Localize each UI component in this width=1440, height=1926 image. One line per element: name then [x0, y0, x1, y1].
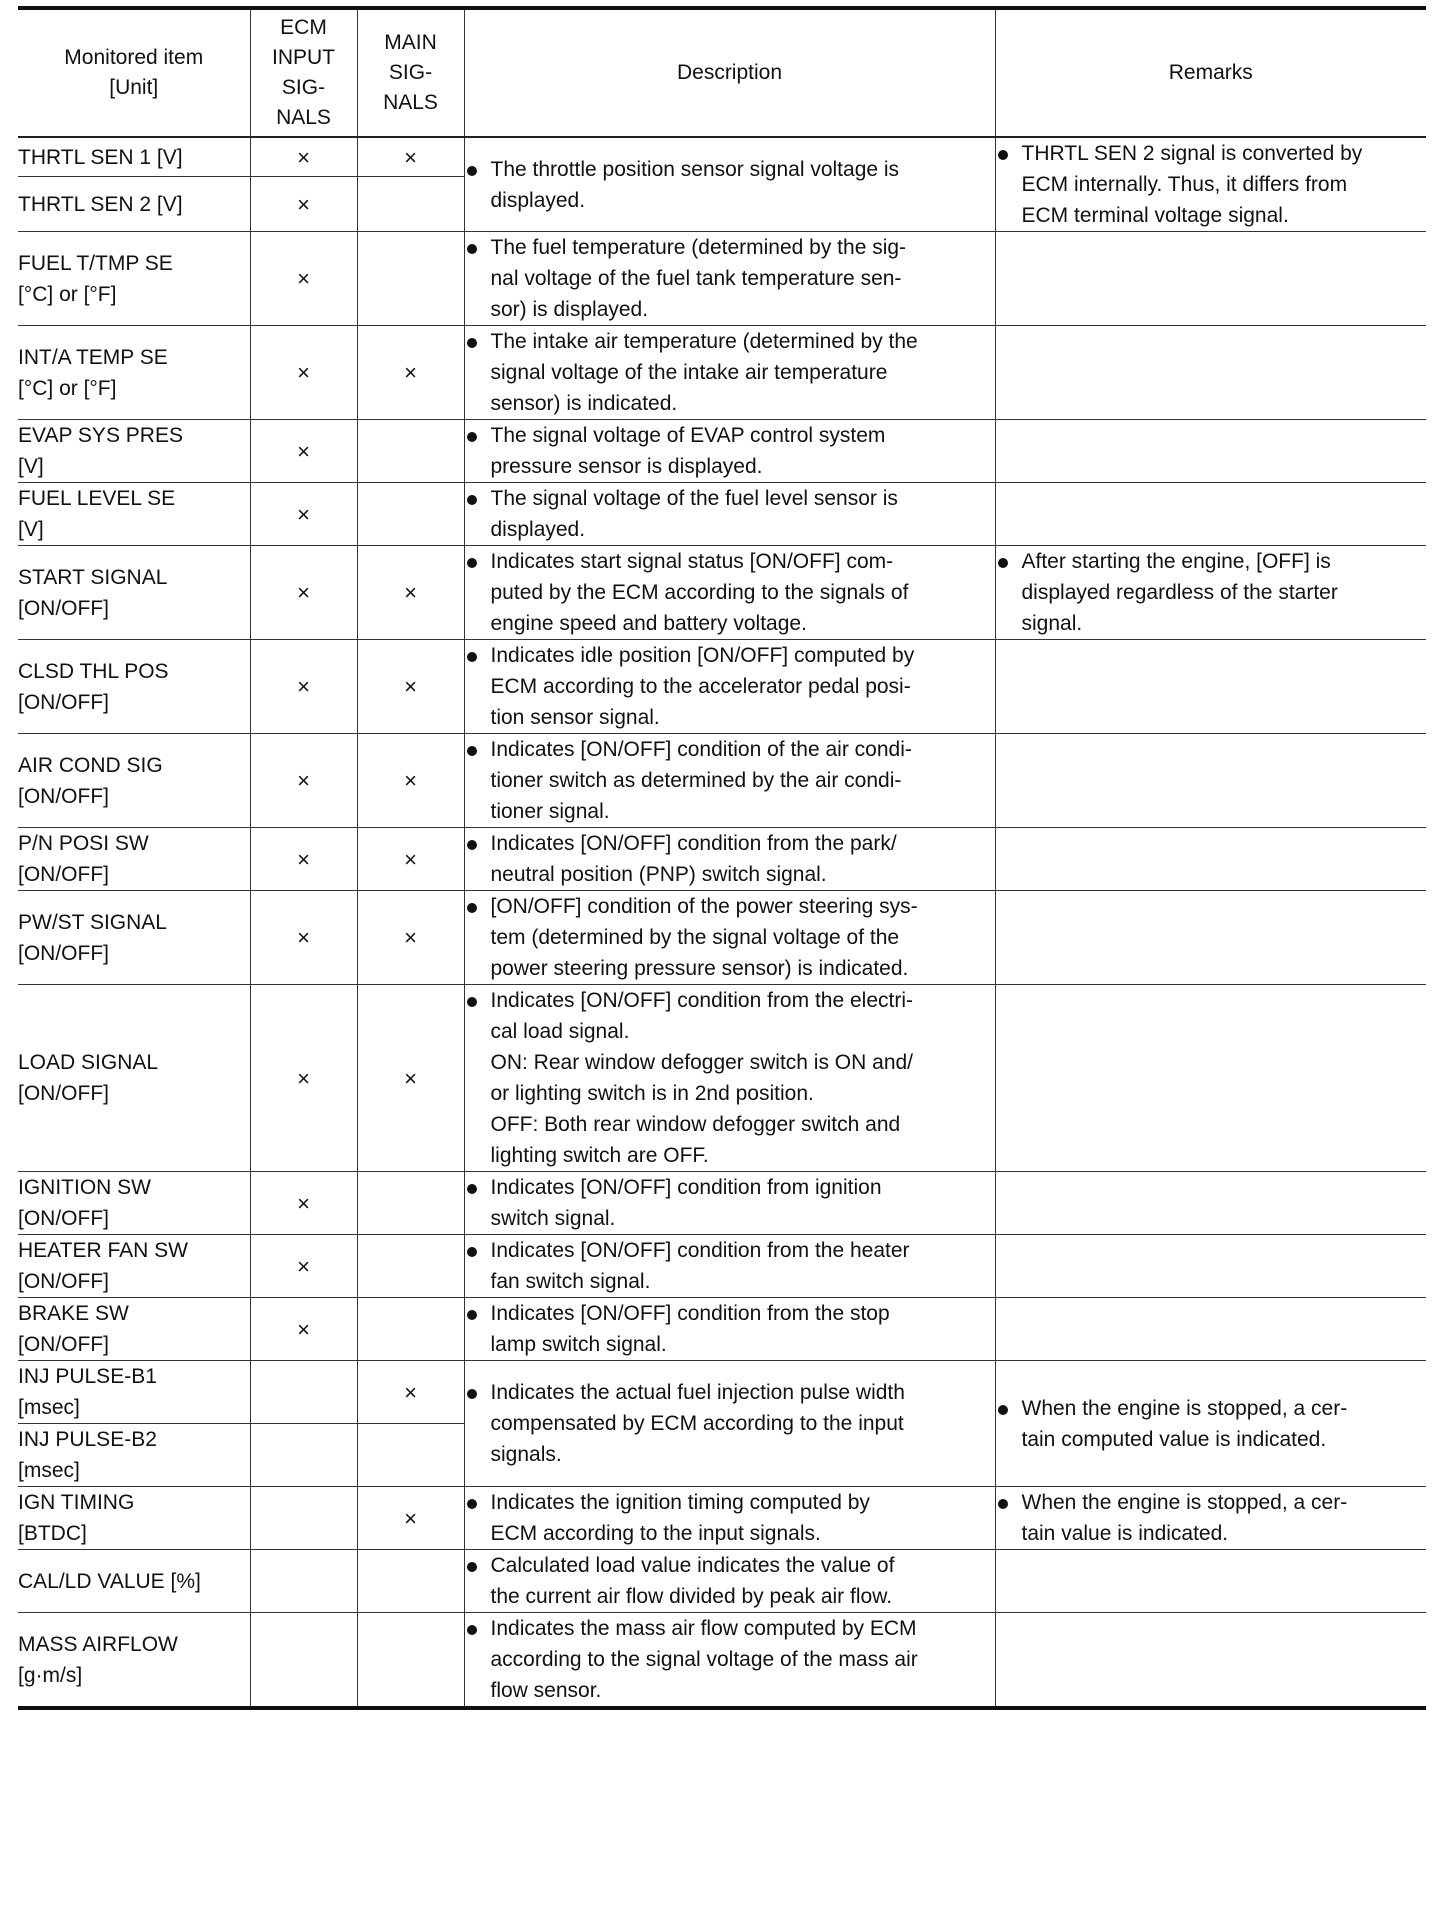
description-cell: Indicates [ON/OFF] condition from the electri- cal load signal. ON: Rear window defogger switch is ON and/ or lighting switch is in 2nd position. OFF: Both rear window defogger switch and lighting switch are OFF.: [464, 985, 995, 1172]
ecm-input-mark: ×: [250, 483, 357, 546]
main-signal-mark: ×: [357, 1361, 464, 1424]
description-cell: Indicates [ON/OFF] condition from the heater fan switch signal.: [464, 1235, 995, 1298]
ecm-input-mark: ×: [250, 326, 357, 420]
table-row: [18, 1235, 1426, 1298]
monitored-item-cell: FUEL T/TMP SE [°C] or [°F]: [18, 232, 250, 326]
main-signal-mark: [357, 1172, 464, 1235]
ecm-input-mark: ×: [250, 546, 357, 640]
main-signal-mark: [357, 1550, 464, 1613]
monitored-item-cell: LOAD SIGNAL [ON/OFF]: [18, 985, 250, 1172]
description-cell: Indicates the actual fuel injection pulse width compensated by ECM according to the input signals.: [464, 1361, 995, 1487]
remarks-cell: [995, 985, 1426, 1172]
monitored-item-cell: IGNITION SW [ON/OFF]: [18, 1172, 250, 1235]
table-row: [18, 483, 1426, 546]
ecm-input-mark: ×: [250, 1172, 357, 1235]
ecm-input-mark: [250, 1487, 357, 1550]
header-description: Description: [464, 8, 995, 137]
description-cell: Indicates the mass air flow computed by ECM according to the signal voltage of the mass air flow sensor.: [464, 1613, 995, 1709]
table-row: [18, 1361, 1426, 1424]
monitored-item-cell: CAL/LD VALUE [%]: [18, 1550, 250, 1613]
ecm-input-mark: ×: [250, 232, 357, 326]
table-row: [18, 828, 1426, 891]
table-row: [18, 1613, 1426, 1709]
main-signal-mark: [357, 1424, 464, 1487]
ecm-input-mark: [250, 1613, 357, 1709]
description-cell: The intake air temperature (determined by the signal voltage of the intake air temperature sensor) is indicated.: [464, 326, 995, 420]
main-signal-mark: [357, 1235, 464, 1298]
main-signal-mark: ×: [357, 137, 464, 177]
main-signal-mark: ×: [357, 828, 464, 891]
monitored-item-cell: HEATER FAN SW [ON/OFF]: [18, 1235, 250, 1298]
description-cell: Indicates [ON/OFF] condition from the park/ neutral position (PNP) switch signal.: [464, 828, 995, 891]
description-cell: Indicates start signal status [ON/OFF] com- puted by the ECM according to the signals of engine speed and battery voltage.: [464, 546, 995, 640]
main-signal-mark: [357, 483, 464, 546]
main-signal-mark: ×: [357, 546, 464, 640]
ecm-input-mark: ×: [250, 1298, 357, 1361]
remarks-cell: [995, 828, 1426, 891]
table-row: [18, 420, 1426, 483]
table-body: [18, 137, 1426, 1708]
table-row: [18, 137, 1426, 177]
description-cell: The signal voltage of EVAP control system pressure sensor is displayed.: [464, 420, 995, 483]
header-remarks: Remarks: [995, 8, 1426, 137]
description-cell: Indicates [ON/OFF] condition from ignition switch signal.: [464, 1172, 995, 1235]
remarks-cell: [995, 483, 1426, 546]
description-cell: Calculated load value indicates the value of the current air flow divided by peak air flow.: [464, 1550, 995, 1613]
description-cell: Indicates [ON/OFF] condition of the air condi- tioner switch as determined by the air condi- tioner signal.: [464, 734, 995, 828]
description-cell: Indicates [ON/OFF] condition from the stop lamp switch signal.: [464, 1298, 995, 1361]
monitored-item-cell: MASS AIRFLOW [g·m/s]: [18, 1613, 250, 1709]
table-row: [18, 1298, 1426, 1361]
monitored-item-cell: START SIGNAL [ON/OFF]: [18, 546, 250, 640]
ecm-input-mark: ×: [250, 640, 357, 734]
remarks-cell: [995, 232, 1426, 326]
remarks-cell: [995, 891, 1426, 985]
remarks-cell: [995, 1235, 1426, 1298]
description-cell: The fuel temperature (determined by the sig- nal voltage of the fuel tank temperature sen- sor) is displayed.: [464, 232, 995, 326]
table-row: [18, 326, 1426, 420]
ecm-input-mark: ×: [250, 985, 357, 1172]
monitored-item-cell: THRTL SEN 2 [V]: [18, 177, 250, 232]
monitored-item-cell: FUEL LEVEL SE [V]: [18, 483, 250, 546]
monitored-item-cell: CLSD THL POS [ON/OFF]: [18, 640, 250, 734]
remarks-cell: [995, 734, 1426, 828]
description-cell: The throttle position sensor signal voltage is displayed.: [464, 137, 995, 232]
monitored-item-cell: AIR COND SIG [ON/OFF]: [18, 734, 250, 828]
monitored-item-cell: INT/A TEMP SE [°C] or [°F]: [18, 326, 250, 420]
main-signal-mark: [357, 232, 464, 326]
table-row: [18, 640, 1426, 734]
table-row: [18, 1550, 1426, 1613]
table-row: [18, 1172, 1426, 1235]
table-row: [18, 232, 1426, 326]
ecm-input-mark: ×: [250, 420, 357, 483]
remarks-cell: [995, 1613, 1426, 1709]
main-signal-mark: [357, 1298, 464, 1361]
ecm-input-mark: ×: [250, 828, 357, 891]
main-signal-mark: [357, 1613, 464, 1709]
header-row: [18, 8, 1426, 137]
ecm-input-mark: ×: [250, 891, 357, 985]
monitored-item-cell: IGN TIMING [BTDC]: [18, 1487, 250, 1550]
remarks-cell: When the engine is stopped, a cer- tain value is indicated.: [995, 1487, 1426, 1550]
monitored-item-cell: P/N POSI SW [ON/OFF]: [18, 828, 250, 891]
remarks-cell: [995, 1298, 1426, 1361]
ecm-input-mark: ×: [250, 177, 357, 232]
main-signal-mark: [357, 420, 464, 483]
ecm-input-mark: ×: [250, 734, 357, 828]
ecm-input-mark: [250, 1550, 357, 1613]
table-row: [18, 1487, 1426, 1550]
remarks-cell: [995, 326, 1426, 420]
header-main-signals: MAIN SIG- NALS: [357, 8, 464, 137]
ecm-input-mark: ×: [250, 1235, 357, 1298]
table-row: [18, 546, 1426, 640]
table-row: [18, 891, 1426, 985]
remarks-cell: [995, 1550, 1426, 1613]
main-signal-mark: ×: [357, 985, 464, 1172]
ecm-input-mark: [250, 1361, 357, 1424]
table-row: [18, 734, 1426, 828]
remarks-cell: [995, 1172, 1426, 1235]
data-monitor-table: [18, 6, 1426, 1710]
remarks-cell: When the engine is stopped, a cer- tain computed value is indicated.: [995, 1361, 1426, 1487]
main-signal-mark: [357, 177, 464, 232]
monitored-item-cell: INJ PULSE-B2 [msec]: [18, 1424, 250, 1487]
monitored-item-cell: BRAKE SW [ON/OFF]: [18, 1298, 250, 1361]
main-signal-mark: ×: [357, 1487, 464, 1550]
remarks-cell: [995, 640, 1426, 734]
remarks-cell: After starting the engine, [OFF] is displayed regardless of the starter signal.: [995, 546, 1426, 640]
remarks-cell: THRTL SEN 2 signal is converted by ECM internally. Thus, it differs from ECM terminal voltage signal.: [995, 137, 1426, 232]
ecm-input-mark: [250, 1424, 357, 1487]
main-signal-mark: ×: [357, 891, 464, 985]
description-cell: [ON/OFF] condition of the power steering sys- tem (determined by the signal voltage of the power steering pressure sensor) is indicated.: [464, 891, 995, 985]
description-cell: Indicates idle position [ON/OFF] computed by ECM according to the accelerator pedal posi- tion sensor signal.: [464, 640, 995, 734]
monitored-item-cell: EVAP SYS PRES [V]: [18, 420, 250, 483]
monitored-item-cell: THRTL SEN 1 [V]: [18, 137, 250, 177]
table-row: [18, 985, 1426, 1172]
main-signal-mark: ×: [357, 326, 464, 420]
main-signal-mark: ×: [357, 640, 464, 734]
main-signal-mark: ×: [357, 734, 464, 828]
header-monitored-item: Monitored item [Unit]: [18, 8, 250, 137]
monitored-item-cell: INJ PULSE-B1 [msec]: [18, 1361, 250, 1424]
remarks-cell: [995, 420, 1426, 483]
description-cell: The signal voltage of the fuel level sensor is displayed.: [464, 483, 995, 546]
description-cell: Indicates the ignition timing computed by ECM according to the input signals.: [464, 1487, 995, 1550]
monitored-item-cell: PW/ST SIGNAL [ON/OFF]: [18, 891, 250, 985]
header-ecm-input-signals: ECM INPUT SIG- NALS: [250, 8, 357, 137]
ecm-input-mark: ×: [250, 137, 357, 177]
